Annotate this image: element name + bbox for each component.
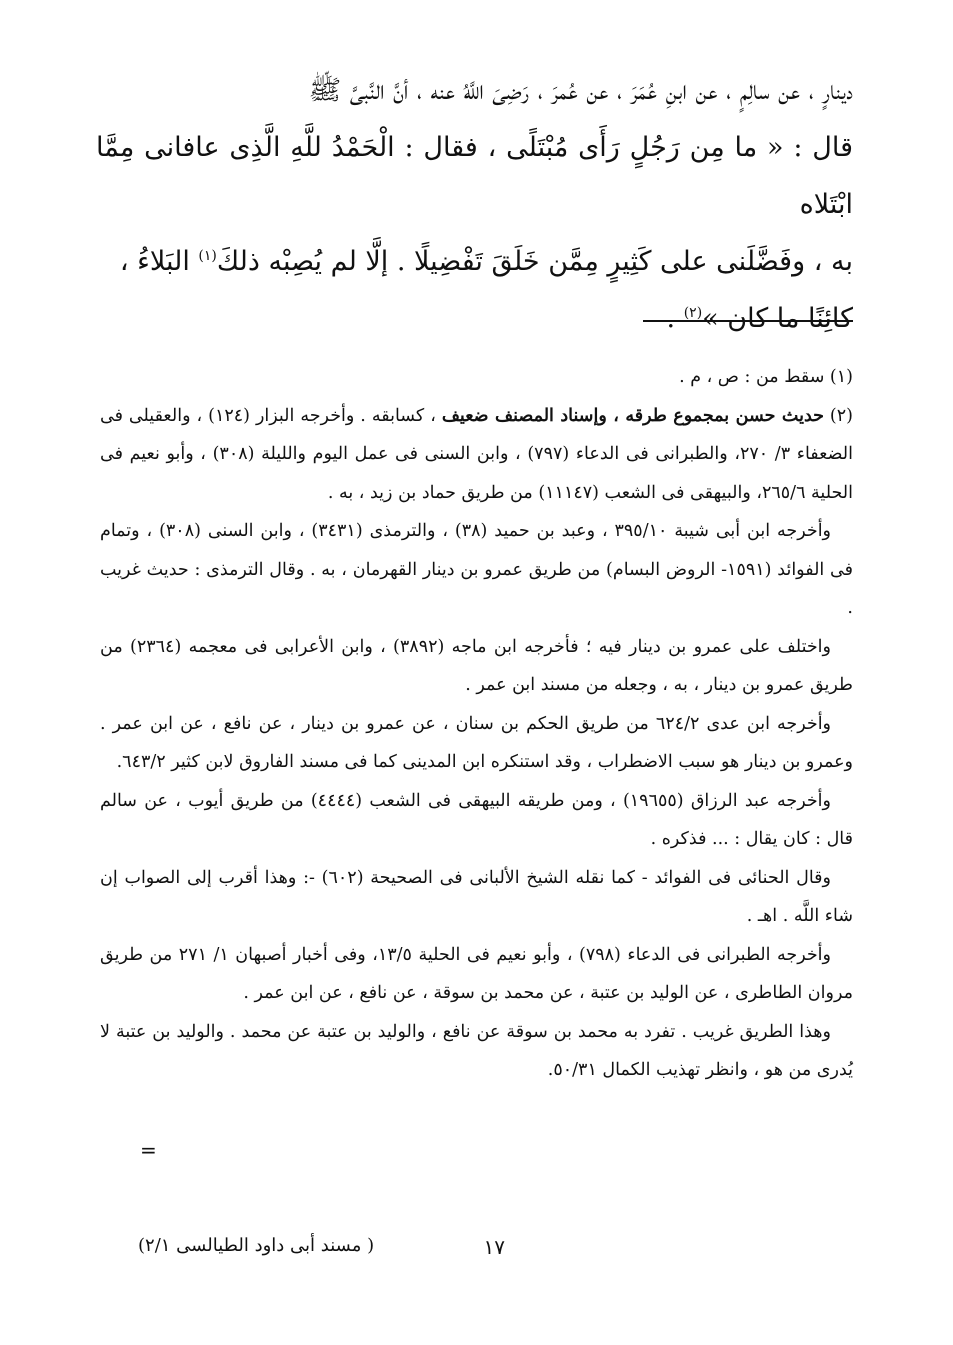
hadith-line: قال : « ما مِن رَجُلٍ رَأَى مُبْتَلًى ، فقال : الْحَمْدُ للَّهِ الَّذِى عافانى مِمَّا ابْتَلاه: [96, 132, 853, 220]
continuation-mark: =: [140, 1138, 157, 1162]
footnote-label: (٢): [823, 405, 853, 426]
hadith-text: [96, 62, 853, 347]
footnote-paragraph: وأخرجه ابن أبى شيبة ٣٩٥/١٠ ، وعبد بن حميد (٣٨) ، والترمذى (٣٤٣١) ، وابن السنى (٣٠٨) ، وتمام فى الفوائد (١٥٩١- الروض البسام) من طريق عمرو بن دينار القهرمان ، به . وقال الترمذى : حديث غريب .: [100, 521, 853, 618]
hadith-segment: .: [666, 303, 684, 334]
footnote-2: [100, 397, 853, 513]
footnote-paragraph: وهذا الطريق غريب . تفرد به محمد بن سوقة عن نافع ، والوليد بن عتبة عن محمد . والوليد بن عتبة لا يُدرى من هو ، وانظر تهذيب الكمال ٥٠/٣١.: [100, 1021, 853, 1080]
hadith-line: [96, 233, 853, 290]
footnote-1: (١) سقط من : ص ، م .: [679, 367, 853, 387]
hadith-line: [96, 290, 853, 347]
footnote-ref: (٢): [683, 305, 703, 321]
footnote-text: ، كسابقه . وأخرجه البزار (١٢٤) ، والعقيلى فى الضعفاء ٣/ ٢٧٠، والطبرانى فى الدعاء (٧٩٧) ، وابن السنى فى عمل اليوم والليلة (٣٠٨) ، وأبو نعيم فى الحلية ٢٦٥/٦، والبيهقى فى الشعب (١١١٤٧) من طريق حماد بن زيد ، به .: [100, 405, 853, 503]
hadith-segment: به ، وفَضَّلَنى على كَثِيرٍ مِمَّن خَلَقَ تَفْضِيلًا . إلَّا لم يُصِبْه ذلكَ: [216, 246, 853, 277]
page-number: ١٧: [483, 1235, 505, 1259]
footnote-separator: [643, 320, 853, 322]
footnote-paragraph: وأخرجه الطبرانى فى الدعاء (٧٩٨) ، وأبو نعيم فى الحلية ١٣/٥، وفى أخبار أصبهان ١/ ٢٧١ من طريق مروان الطاطرى ، عن الوليد بن عتبة ، عن محمد بن سوقة ، عن نافع ، عن ابن عمر .: [100, 944, 853, 1003]
footnote-paragraph: واختلف على عمرو بن دينار فيه ؛ فأخرجه ابن ماجه (٣٨٩٢) ، وابن الأعرابى فى معجمه (٢٣٦٤) من طريق عمرو بن دينار ، به ، وجعله من مسند ابن عمر .: [100, 636, 853, 695]
footnote-paragraph: وأخرجه ابن عدى ٦٢٤/٢ من طريق الحكم بن سنان ، عن عمرو بن دينار ، عن نافع ، عن ابن عمر . وعمرو بن دينار هو سبب الاضطراب ، وقد استنكره ابن المدينى كما فى مسند الفاروق لابن كثير ٦٤٣/٢.: [100, 713, 853, 772]
footnote-paragraph: وأخرجه عبد الرزاق (١٩٦٥٥) ، ومن طريقه البيهقى فى الشعب (٤٤٤٤) من طريق أيوب ، عن سالم قال : كان يقال : ... فذكره .: [100, 790, 853, 849]
footnotes: [100, 358, 853, 1090]
footnote-ref: (١): [198, 248, 217, 264]
page-footer: [0, 1235, 953, 1265]
footnote-grading: حديث حسن بمجموع طرقه ، وإسناد المصنف ضعيف: [441, 405, 824, 426]
hadith-segment: البَلاءُ ،: [119, 246, 199, 277]
running-title: ( مسند أبى داود الطيالسى ٢/١): [138, 1235, 375, 1256]
hadith-segment: كائِنًا ما كان »: [702, 303, 853, 334]
hadith-line: دينارٍ ، عن سالِمٍ ، عن ابنِ عُمَرَ ، عن عُمرَ ، رَضِىَ اللَّهُ عنه ، أنَّ النَّبىَّ ﷺ: [308, 75, 853, 106]
footnote-paragraph: وقال الحنائى فى الفوائد - كما نقله الشيخ الألبانى فى الصحيحة (٦٠٢) -: وهذا أقرب إلى الصواب إن شاء اللَّه . اهـ .: [100, 867, 853, 926]
